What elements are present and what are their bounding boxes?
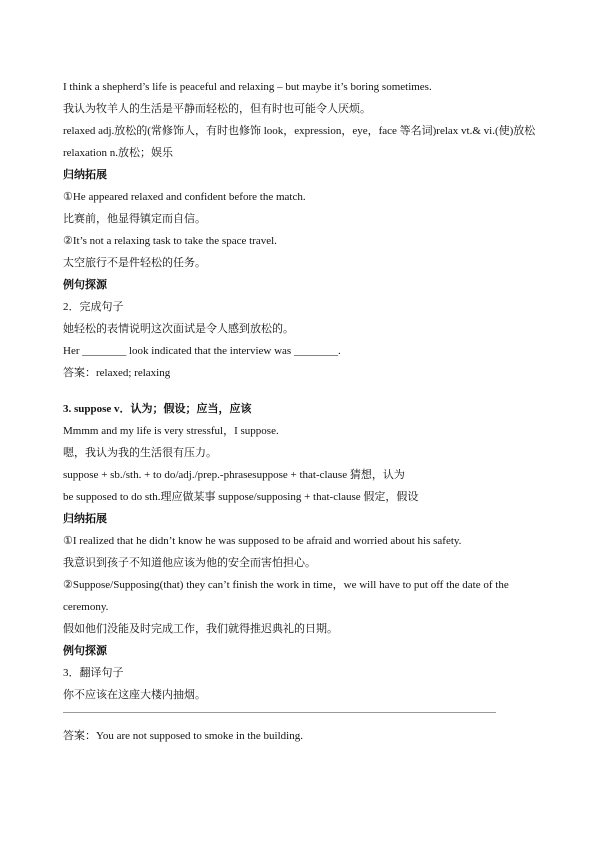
exercise-title: 2．完成句子 bbox=[63, 301, 124, 313]
document-page bbox=[63, 76, 543, 747]
exercise-title: 3．翻译句子 bbox=[63, 667, 124, 679]
exercise-answer: 答案：relaxed; relaxing bbox=[63, 367, 171, 379]
vocab-entry-heading: 3. suppose v．认为；假设；应当，应该 bbox=[63, 403, 252, 415]
expansion-translation: 假如他们没能及时完成工作，我们就得推迟典礼的日期。 bbox=[63, 623, 338, 635]
expansion-sentence: ②Suppose/Supposing(that) they can’t finish the work in time，we will have to put off the date of the ceremony. bbox=[63, 579, 509, 613]
section-heading-expansion: 归纳拓展 bbox=[63, 169, 107, 181]
section-heading-expansion: 归纳拓展 bbox=[63, 513, 107, 525]
example-sentence: Mmmm and my life is very stressful，I suppose. bbox=[63, 425, 279, 437]
example-translation: 我认为牧羊人的生活是平静而轻松的，但有时也可能令人厌烦。 bbox=[63, 103, 371, 115]
word-definition: relaxed adj.放松的(常修饰人，有时也修饰 look，expression，eye，face 等名词)relax vt.& vi.(使)放松 relaxation n.放松；娱乐 bbox=[63, 125, 536, 159]
answer-line-divider bbox=[63, 712, 496, 713]
example-sentence: I think a shepherd’s life is peaceful and relaxing – but maybe it’s boring sometimes. bbox=[63, 81, 432, 93]
exercise-prompt: 你不应该在这座大楼内抽烟。 bbox=[63, 689, 206, 701]
usage-pattern: be supposed to do sth.理应做某事 suppose/supposing + that-clause 假定，假设 bbox=[63, 491, 419, 503]
usage-pattern: suppose + sb./sth. + to do/adj./prep.-phrasesuppose + that-clause 猜想，认为 bbox=[63, 469, 405, 481]
exercise-blank-sentence: Her ________ look indicated that the interview was ________. bbox=[63, 345, 341, 357]
section-heading-source: 例句探源 bbox=[63, 645, 107, 657]
exercise-prompt: 她轻松的表情说明这次面试是令人感到放松的。 bbox=[63, 323, 294, 335]
example-translation: 嗯，我认为我的生活很有压力。 bbox=[63, 447, 217, 459]
exercise-answer: 答案：You are not supposed to smoke in the building. bbox=[63, 730, 303, 742]
expansion-translation: 我意识到孩子不知道他应该为他的安全而害怕担心。 bbox=[63, 557, 316, 569]
section-spacer bbox=[63, 384, 543, 398]
expansion-sentence: ①He appeared relaxed and confident before the match. bbox=[63, 191, 306, 203]
section-heading-source: 例句探源 bbox=[63, 279, 107, 291]
expansion-translation: 太空旅行不是件轻松的任务。 bbox=[63, 257, 206, 269]
expansion-translation: 比赛前，他显得镇定而自信。 bbox=[63, 213, 206, 225]
expansion-sentence: ②It’s not a relaxing task to take the space travel. bbox=[63, 235, 277, 247]
expansion-sentence: ①I realized that he didn’t know he was supposed to be afraid and worried about his safety. bbox=[63, 535, 462, 547]
